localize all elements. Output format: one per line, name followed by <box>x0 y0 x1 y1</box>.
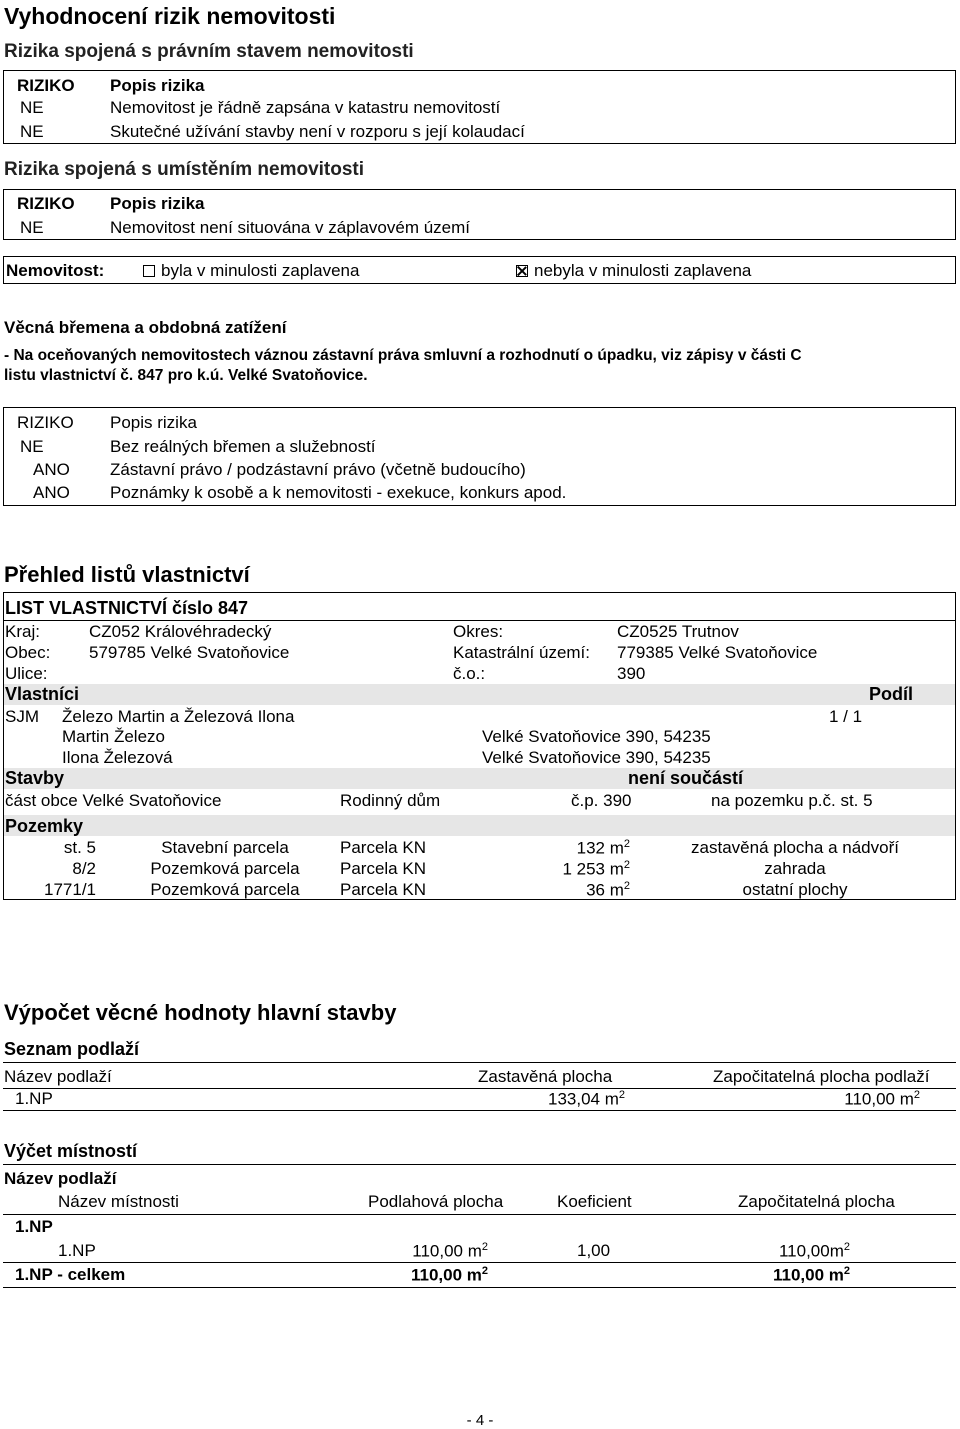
plot-area-unit: 2 <box>623 859 630 871</box>
divider <box>3 1214 956 1215</box>
legal-row-desc: Skutečné užívání stavby není v rozporu s její kolaudací <box>110 122 525 141</box>
encumbrances-note-line1: - Na oceňovaných nemovitostech váznou zástavní práva smluvní a rozhodnutí o úpadku, viz zápisy v části C <box>4 347 802 364</box>
room-area-unit: 2 <box>481 1241 488 1253</box>
encumbrances-col-risk: RIZIKO <box>17 413 74 432</box>
checkbox-icon <box>143 265 155 277</box>
plots-label: Pozemky <box>5 816 84 836</box>
rooms-heading: Výčet místností <box>4 1141 138 1161</box>
plot-register: Parcela KN <box>340 838 426 857</box>
rooms-col-floor: Název podlaží <box>4 1169 117 1188</box>
legal-col-risk: RIZIKO <box>17 76 75 95</box>
owner-address: Velké Svatoňovice 390, 54235 <box>482 748 711 767</box>
rooms-total-area <box>360 1265 488 1286</box>
divider <box>3 1062 956 1063</box>
plot-area-value: 132 m <box>576 838 624 858</box>
floor-counted-unit: 2 <box>913 1089 920 1101</box>
rooms-col-coef: Koeficient <box>557 1192 632 1211</box>
divider <box>3 1164 956 1165</box>
rooms-col-counted: Započitatelná plocha <box>738 1192 895 1211</box>
location-col-desc: Popis rizika <box>110 194 205 213</box>
sjm-name: Železo Martin a Železová Ilona <box>62 707 295 726</box>
list-title: LIST VLASTNICTVÍ číslo 847 <box>5 598 249 618</box>
kraj-label: Kraj: <box>5 622 40 641</box>
co-value: 390 <box>617 664 646 683</box>
floors-heading: Seznam podlaží <box>4 1039 140 1059</box>
plot-number: 1771/1 <box>44 880 96 899</box>
location-col-risk: RIZIKO <box>17 194 75 213</box>
share-label: Podíl <box>869 684 913 704</box>
okres-label: Okres: <box>453 622 504 641</box>
ownership-heading: Přehled listů vlastnictví <box>4 562 250 587</box>
co-label: č.o.: <box>453 664 486 683</box>
plot-area <box>500 838 630 859</box>
building-cp: č.p. 390 <box>571 791 632 810</box>
owner-name: Martin Železo <box>62 727 165 746</box>
sjm-share: 1 / 1 <box>829 707 863 726</box>
encumbrances-row-risk: NE <box>20 437 44 456</box>
flood-option-was-label: byla v minulosti zaplavena <box>161 261 360 280</box>
room-counted-value: 110,00m <box>778 1241 844 1261</box>
checked-checkbox-icon <box>516 265 528 277</box>
plot-area-value: 1 253 m <box>562 859 624 879</box>
floor-counted <box>760 1089 920 1110</box>
flood-label: Nemovitost: <box>6 261 105 280</box>
rooms-total-counted-unit: 2 <box>843 1265 850 1277</box>
room-area <box>360 1241 488 1262</box>
owners-header-band <box>4 684 955 705</box>
not-part-label: není součástí <box>628 768 744 788</box>
plots-header-band <box>4 815 955 836</box>
location-heading: Rizika spojená s umístěním nemovitosti <box>4 159 365 180</box>
plot-number: st. 5 <box>63 838 96 857</box>
plot-kind: Pozemková parcela <box>150 859 300 878</box>
encumbrances-row-desc: Bez reálných břemen a služebností <box>110 437 376 456</box>
rooms-total-counted <box>740 1265 850 1286</box>
sjm-type: SJM <box>5 707 39 726</box>
rooms-group-label: 1.NP <box>15 1217 53 1236</box>
divider <box>3 1287 956 1288</box>
rooms-total-area-unit: 2 <box>481 1265 488 1277</box>
legal-row-risk: NE <box>20 122 44 141</box>
plot-area-unit: 2 <box>623 880 630 892</box>
room-counted-unit: 2 <box>843 1241 850 1253</box>
plot-kind: Stavební parcela <box>161 838 289 857</box>
encumbrances-heading: Věcná břemena a obdobná zatížení <box>4 318 287 337</box>
location-row-risk: NE <box>20 218 44 237</box>
plot-use: zahrada <box>764 859 826 878</box>
encumbrances-row-desc: Zástavní právo / podzástavní právo (včetně budoucího) <box>110 460 526 479</box>
buildings-header-band <box>4 768 955 789</box>
legal-row-risk: NE <box>20 98 44 117</box>
valuation-heading: Výpočet věcné hodnoty hlavní stavby <box>4 1000 397 1025</box>
plot-register: Parcela KN <box>340 859 426 878</box>
floor-built-unit: 2 <box>618 1089 625 1101</box>
plot-use: ostatní plochy <box>742 880 848 899</box>
encumbrances-row-desc: Poznámky k osobě a k nemovitosti - exekuce, konkurs apod. <box>110 483 567 502</box>
location-row-desc: Nemovitost není situována v záplavovém území <box>110 218 471 237</box>
rooms-total-area-value: 110,00 m <box>410 1265 482 1285</box>
page-title: Vyhodnocení rizik nemovitosti <box>4 3 336 29</box>
building-on-plot: na pozemku p.č. st. 5 <box>711 791 873 810</box>
flood-option-was[interactable] <box>143 261 359 281</box>
floor-counted-value: 110,00 m <box>844 1089 914 1109</box>
legal-col-desc: Popis rizika <box>110 76 205 95</box>
plot-area-value: 36 m <box>586 880 624 900</box>
legal-heading: Rizika spojená s právním stavem nemovitosti <box>4 41 414 62</box>
flood-option-was-not[interactable] <box>516 261 751 281</box>
building-part: část obce Velké Svatoňovice <box>5 791 222 810</box>
floors-col-name: Název podlaží <box>4 1067 112 1086</box>
ulice-label: Ulice: <box>5 664 48 683</box>
plot-area <box>500 859 630 880</box>
page-number: - 4 - <box>466 1412 494 1429</box>
encumbrances-col-desc: Popis rizika <box>110 413 197 432</box>
ku-value: 779385 Velké Svatoňovice <box>617 643 818 662</box>
encumbrances-note-line2: listu vlastnictví č. 847 pro k.ú. Velké Svatoňovice. <box>4 367 368 384</box>
floor-built <box>480 1089 625 1110</box>
rooms-col-floor-area: Podlahová plocha <box>368 1192 504 1211</box>
divider <box>3 1110 956 1111</box>
encumbrances-row-risk: ANO <box>33 460 70 479</box>
buildings-label: Stavby <box>5 768 65 788</box>
plot-register: Parcela KN <box>340 880 426 899</box>
ku-label: Katastrální území: <box>453 643 591 662</box>
plot-area <box>500 880 630 901</box>
owners-label: Vlastníci <box>5 684 80 704</box>
floor-built-value: 133,04 m <box>547 1089 619 1109</box>
building-type: Rodinný dům <box>340 791 441 810</box>
okres-value: CZ0525 Trutnov <box>617 622 739 641</box>
divider <box>3 1262 956 1263</box>
kraj-value: CZ052 Královéhradecký <box>89 622 272 641</box>
divider <box>3 620 956 621</box>
owner-address: Velké Svatoňovice 390, 54235 <box>482 727 711 746</box>
obec-label: Obec: <box>5 643 51 662</box>
rooms-total-counted-value: 110,00 m <box>772 1265 844 1285</box>
room-coef: 1,00 <box>577 1241 611 1260</box>
room-area-value: 110,00 m <box>412 1241 482 1261</box>
legal-row-desc: Nemovitost je řádně zapsána v katastru nemovitostí <box>110 98 501 117</box>
owner-name: Ilona Železová <box>62 748 173 767</box>
floors-col-built: Zastavěná plocha <box>478 1067 613 1086</box>
room-name: 1.NP <box>58 1241 96 1260</box>
rooms-total-label: 1.NP - celkem <box>15 1265 126 1284</box>
rooms-col-room: Název místnosti <box>58 1192 179 1211</box>
plot-area-unit: 2 <box>623 838 630 850</box>
encumbrances-row-risk: ANO <box>33 483 70 502</box>
floors-col-counted: Započitatelná plocha podlaží <box>713 1067 930 1086</box>
plot-number: 8/2 <box>72 859 96 878</box>
floor-name: 1.NP <box>15 1089 53 1108</box>
plot-use: zastavěná plocha a nádvoří <box>691 838 899 857</box>
room-counted <box>740 1241 850 1262</box>
flood-option-was-not-label: nebyla v minulosti zaplavena <box>534 261 752 280</box>
plot-kind: Pozemková parcela <box>150 880 300 899</box>
obec-value: 579785 Velké Svatoňovice <box>89 643 290 662</box>
